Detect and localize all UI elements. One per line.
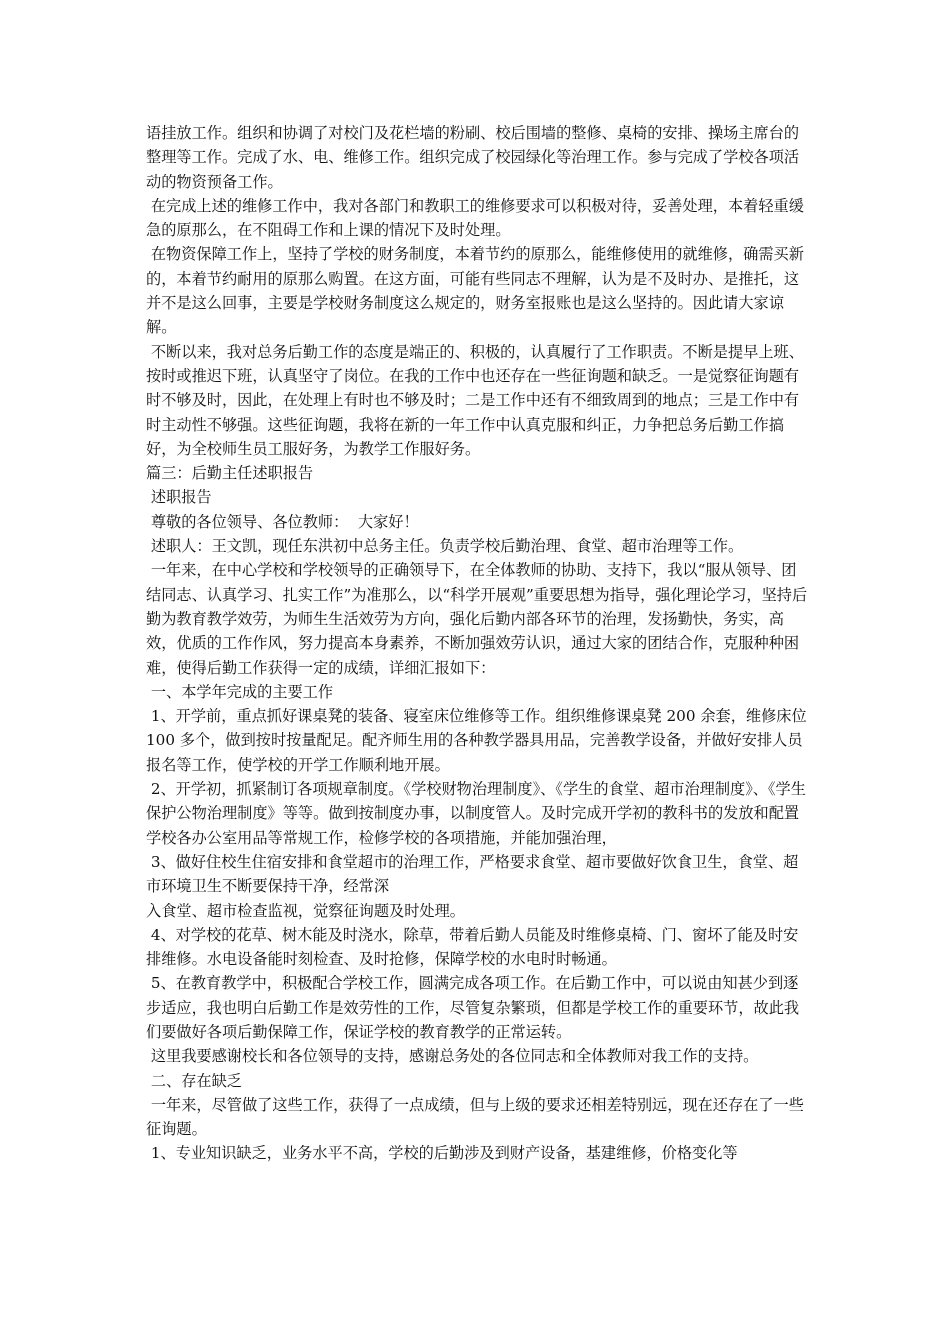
paragraph: 这里我要感谢校长和各位领导的支持，感谢总务处的各位同志和全体教师对我工作的支持。 <box>146 1047 759 1066</box>
list-item: 1、专业知识缺乏，业务水平不高，学校的后勤涉及到财产设备，基建维修，价格变化等 <box>146 1144 738 1163</box>
paragraph: 入食堂、超市检查监视，觉察征询题及时处理。 <box>146 901 465 920</box>
paragraph: 不断以来，我对总务后勤工作的态度是端正的、积极的，认真履行了工作职责。不断是提早上班、按时或推迟下班，认真坚守了岗位。在我的工作中也还存在一些征询题和缺乏。一是觉察征询题有时不够及时，因此，在处理上有时也不够及时；二是工作中还有不细致周到的地点；三是工作中有时主动性不够强。这些征询题，我将在新的一年工作中认真克服和纠正，力争把总务后勤工作搞好，为全校师生员工服好务，为教学工作服好务。 <box>146 342 804 458</box>
paragraph: 一年来，在中心学校和学校领导的正确领导下，在全体教师的协助、支持下，我以“服从领导、团结同志、认真学习、扎实工作”为准那么，以“科学开展观”重要思想为指导，强化理论学习，坚持后勤为教育教学效劳，为师生生活效劳为方向，强化后勤内部各环节的治理，发扬勤快，务实，高效，优质的工作作风，努力提高本身素养，不断加强效劳认识，通过大家的团结合作，克服种种困难，使得后勤工作获得一定的成绩，详细汇报如下： <box>146 561 808 677</box>
paragraph: 语挂放工作。组织和协调了对校门及花栏墙的粉刷、校后围墙的整修、桌椅的安排、操场主席台的整理等工作。完成了水、电、维修工作。组织完成了校园绿化等治理工作。参与完成了学校各项活动的物资预备工作。 <box>146 124 800 191</box>
paragraph: 一年来，尽管做了这些工作，获得了一点成绩，但与上级的要求还相差特别远，现在还存在了一些征询题。 <box>146 1095 804 1139</box>
document-page <box>146 121 810 1166</box>
list-item: 3、做好住校生住宿安排和食堂超市的治理工作，严格要求食堂、超市要做好饮食卫生，食堂、超市环境卫生不断要保持干净，经常深 <box>146 852 799 896</box>
list-item: 1、开学前，重点抓好课桌凳的装备、寝室床位维修等工作。组织维修课桌凳 200 余套，维修床位 100 多个，做到按时按量配足。配齐师生用的各种教学器具用品，完善教学设备，并做好安排人员报名等工作，使学校的开学工作顺利地开展。 <box>146 707 812 774</box>
paragraph: 在物资保障工作上，坚持了学校的财务制度，本着节约的原那么，能维修使用的就维修，确需买新的，本着节约耐用的原那么购置。在这方面，可能有些同志不理解，认为是不及时办、是推托，这并不是这么回事，主要是学校财务制度这么规定的，财务室报账也是这么坚持的。因此请大家谅解。 <box>146 245 804 337</box>
report-title: 述职报告 <box>146 488 212 507</box>
salutation: 尊敬的各位领导、各位教师： 大家好！ <box>146 512 419 531</box>
paragraph: 述职人：王文凯，现任东洪初中总务主任。负责学校后勤治理、食堂、超市治理等工作。 <box>146 537 744 556</box>
paragraph: 在完成上述的维修工作中，我对各部门和教职工的维修要求可以积极对待，妥善处理，本着轻重缓急的原那么，在不阻碍工作和上课的情况下及时处理。 <box>146 196 804 240</box>
section-heading: 一、本学年完成的主要工作 <box>146 682 334 701</box>
section-heading: 二、存在缺乏 <box>146 1071 242 1090</box>
list-item: 4、对学校的花草、树木能及时浇水，除草，带着后勤人员能及时维修桌椅、门、窗坏了能及时安排维修。水电设备能时刻检查、及时抢修，保障学校的水电时时畅通。 <box>146 925 799 969</box>
list-item: 5、在教育教学中，积极配合学校工作，圆满完成各项工作。在后勤工作中，可以说由知甚少到逐步适应，我也明白后勤工作是效劳性的工作，尽管复杂繁琐，但都是学校工作的重要环节，故此我们要做好各项后勤保障工作，保证学校的教育教学的正常运转。 <box>146 974 800 1041</box>
section-heading: 篇三：后勤主任述职报告 <box>146 464 314 483</box>
list-item: 2、开学初，抓紧制订各项规章制度。《学校财物治理制度》、《学生的食堂、超市治理制度》、《学生保护公物治理制度》等等。做到按制度办事，以制度管人。及时完成开学初的教科书的发放和配置学校各办公室用品等常规工作，检修学校的各项措施，并能加强治理， <box>146 780 806 847</box>
